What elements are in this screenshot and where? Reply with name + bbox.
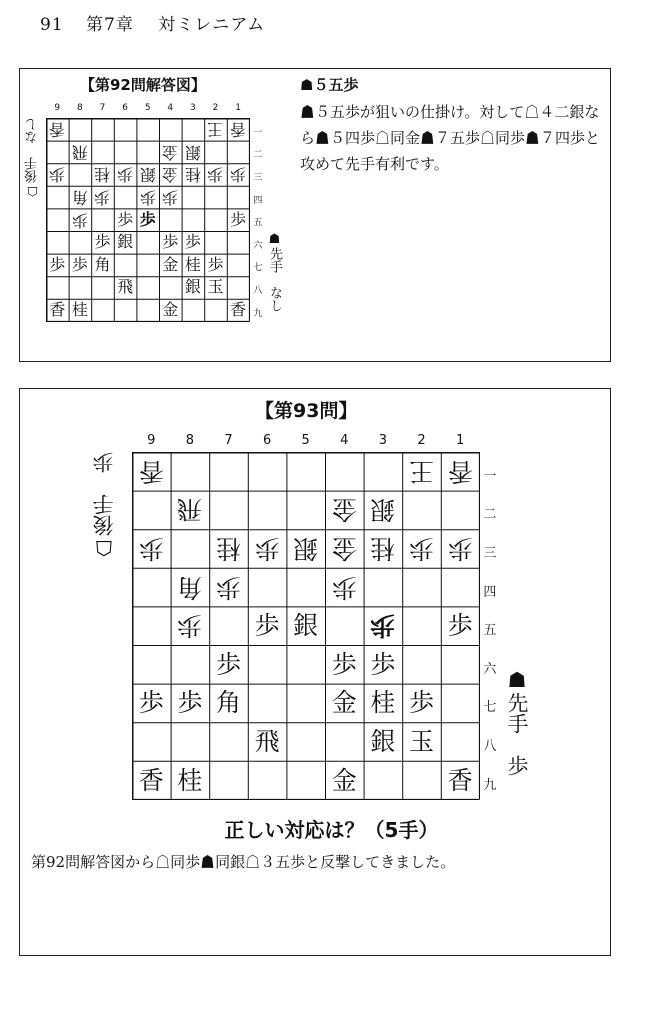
gote-piece: 飛 [71,142,88,162]
sente-piece: 歩 [207,254,224,274]
row-label: 四 [483,584,497,600]
row-label: 六 [253,240,263,251]
gote-piece: 香 [230,120,247,140]
row-label: 二 [253,150,263,161]
gote-piece: 金 [162,165,179,185]
gote-piece: 歩 [254,533,280,563]
answer-heading: ☗５五歩 [300,76,359,94]
sente-piece: 玉 [408,726,434,756]
problem-93-gote-hand [94,452,115,560]
column-label: 1 [455,433,465,448]
gote-piece: 香 [447,456,473,486]
gote-piece: 歩 [49,165,66,185]
problem-93-title: 【第93問】 [255,400,358,422]
gote-piece: 金 [162,142,179,162]
row-label: 五 [253,218,263,229]
row-label: 二 [483,507,497,523]
sente-piece: 香 [447,765,473,795]
row-label: 九 [253,308,263,319]
gote-piece: 桂 [370,533,396,563]
sente-piece: 桂 [370,688,396,718]
gote-piece: 金 [331,533,357,563]
problem-92-sente-hand [268,232,281,312]
sente-piece: 歩 [230,209,247,229]
gote-piece: 飛 [177,495,203,525]
gote-piece: 歩 [331,572,357,602]
row-label: 八 [483,739,497,754]
gote-piece: 角 [71,188,88,208]
sente-piece: 歩 [177,688,203,718]
gote-piece: 銀 [370,495,396,525]
problem-93-board [132,433,497,799]
gote-piece: 桂 [184,165,201,185]
gote-piece: 香 [138,456,164,486]
column-label: 5 [301,433,310,448]
sente-piece: 銀 [184,277,201,297]
sente-piece: 桂 [71,300,88,320]
sente-piece: 歩 [370,649,396,679]
problem-93-note: 第92問解答図から☖同歩☗同銀☖３五歩と反撃してきました。 [31,853,456,871]
page-header [40,10,265,35]
sente-mark-icon: ☗ [267,232,282,247]
gote-piece: 歩 [139,188,156,208]
row-label: 一 [253,127,263,138]
gote-mark-icon: ☖ [92,536,116,560]
gote-piece: 角 [177,572,203,602]
sente-label: 先手 [505,692,529,734]
gote-label: 後手 [92,494,116,536]
sente-piece: 香 [49,300,66,320]
problem-92-gote-hand [26,118,39,198]
gote-piece: 王 [207,120,224,140]
sente-piece: 飛 [117,277,134,297]
gote-label: 後手 [25,157,40,183]
sente-piece: 香 [138,765,164,795]
column-label: 7 [99,103,106,113]
row-label: 七 [253,263,263,274]
problem-93-sente-hand [506,668,527,776]
gote-piece: 香 [49,120,66,140]
sente-piece: 桂 [184,254,201,274]
gote-piece: 歩 [447,533,473,563]
sente-piece: 歩 [162,232,179,252]
column-label: 2 [417,433,426,448]
gote-piece: 銀 [293,533,319,563]
column-label: 7 [224,433,233,448]
row-label: 一 [483,468,497,484]
sente-piece: 金 [331,688,357,718]
chapter-title: 対ミレニアム [158,15,266,35]
gote-piece: 歩 [408,533,434,563]
sente-label: 先手 [267,247,282,273]
sente-piece: 歩 [71,254,88,274]
gote-piece: 歩 [230,165,247,185]
column-label: 5 [144,103,151,113]
gote-piece: 王 [408,456,434,486]
column-label: 3 [190,103,196,113]
sente-piece: 歩 [215,649,241,679]
column-label: 8 [77,103,83,113]
sente-piece: 角 [94,254,111,274]
column-label: 4 [340,433,349,448]
row-label: 四 [253,195,263,206]
problem-93-question: 正しい対応は？（5手） [224,818,439,842]
column-label: 6 [122,103,128,113]
sente-piece: 歩 [254,611,280,641]
column-label: 4 [167,103,174,113]
gote-mark-icon: ☖ [25,183,40,198]
sente-piece: 歩 [49,254,66,274]
gote-hand-pieces: 歩 [92,452,116,473]
gote-piece: 銀 [139,165,156,185]
sente-piece: 歩 [184,232,201,252]
chapter-number: 第7章 [86,15,134,35]
row-label: 九 [483,777,497,793]
sente-piece: 歩 [138,688,164,718]
row-label: 七 [483,700,497,716]
sente-piece: 歩 [117,209,134,229]
gote-piece: 歩 [162,188,179,208]
sente-hand-pieces: 歩 [505,755,529,776]
row-label: 三 [253,173,263,183]
sente-hand-pieces: なし [267,286,282,312]
sente-piece: 飛 [254,726,280,756]
gote-piece: 銀 [184,142,201,162]
sente-piece: 金 [162,254,179,274]
page-number: 91 [40,15,64,35]
gote-hand-pieces: なし [25,118,40,144]
column-label: 1 [235,103,241,113]
sente-piece: 銀 [293,611,319,641]
gote-piece: 歩 [71,210,88,230]
gote-piece: 桂 [94,165,111,185]
sente-piece: 歩 [447,611,473,641]
column-label: 6 [262,433,272,448]
row-label: 六 [483,661,497,677]
sente-piece: 歩 [408,688,434,718]
column-label: 3 [378,433,388,448]
sente-piece: 金 [162,300,179,320]
problem-92-board [46,103,263,321]
gote-piece: 金 [331,495,357,525]
sente-piece: 歩 [331,649,357,679]
answer-explanation: ☗５五歩が狙いの仕掛け。対して☖４二銀なら☗５四歩☖同金☗７五歩☖同歩☗７四歩と攻めて先手有利です。 [300,103,601,173]
sente-mark-icon: ☗ [505,668,529,692]
sente-piece: 香 [230,300,247,320]
sente-piece: 金 [331,765,357,795]
sente-piece: 銀 [370,726,396,756]
row-label: 五 [483,623,497,639]
gote-piece: 歩 [117,165,134,185]
column-label: 2 [212,103,219,113]
gote-piece: 歩 [177,611,203,641]
gote-piece: 歩 [370,611,396,641]
problem-92-title: 【第92問解答図】 [80,76,206,94]
gote-piece: 桂 [215,533,241,563]
column-label: 9 [54,103,61,113]
sente-piece: 角 [215,688,241,718]
sente-piece: 歩 [94,232,111,252]
sente-piece: 桂 [177,765,203,795]
sente-piece: 歩 [139,209,156,229]
column-label: 9 [147,433,156,448]
gote-piece: 歩 [94,188,111,208]
sente-piece: 玉 [207,277,224,297]
row-label: 三 [483,546,497,561]
gote-piece: 歩 [138,533,164,563]
sente-piece: 銀 [117,232,134,252]
gote-piece: 歩 [215,572,241,602]
row-label: 八 [253,286,263,296]
column-label: 8 [185,433,195,448]
gote-piece: 歩 [207,165,224,185]
